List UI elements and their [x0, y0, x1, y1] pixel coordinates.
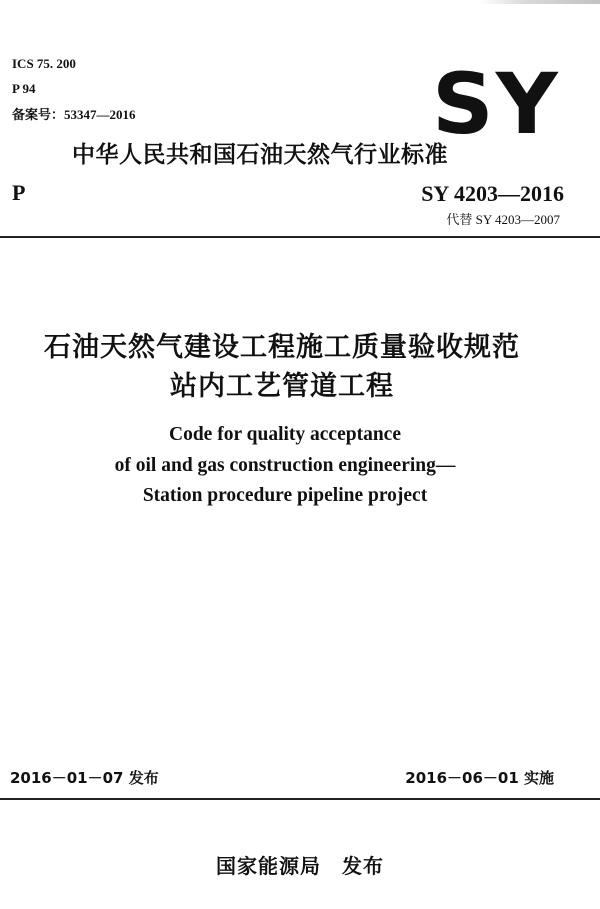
title-en-line3: Station procedure pipeline project [142, 485, 428, 506]
title-cn-line1: 石油天然气建设工程施工质量验收规范 [44, 332, 520, 363]
publisher: 国家能源局 发布 [216, 854, 384, 878]
filing-number: 备案号：53347—2016 [12, 107, 136, 122]
industry-standard-title: 中华人民共和国石油天然气行业标准 [72, 142, 448, 168]
classification-code: P 94 [12, 81, 36, 96]
ics-code: ICS 75. 200 [12, 56, 76, 71]
standard-number: SY 4203—2016 [421, 181, 564, 206]
sy-logo: SY [432, 55, 560, 153]
title-en-line2: of oil and gas construction engineering— [114, 455, 456, 476]
scan-edge [0, 0, 600, 4]
title-en-line1: Code for quality acceptance [169, 424, 401, 445]
category-letter: P [12, 180, 26, 205]
replaces-standard: 代替 SY 4203—2007 [446, 212, 560, 227]
bottom-divider [0, 798, 600, 800]
implementation-date: 2016－06－01 实施 [405, 769, 554, 787]
top-divider [0, 236, 600, 238]
release-date: 2016－01－07 发布 [10, 769, 159, 787]
title-cn-line2: 站内工艺管道工程 [170, 371, 394, 402]
